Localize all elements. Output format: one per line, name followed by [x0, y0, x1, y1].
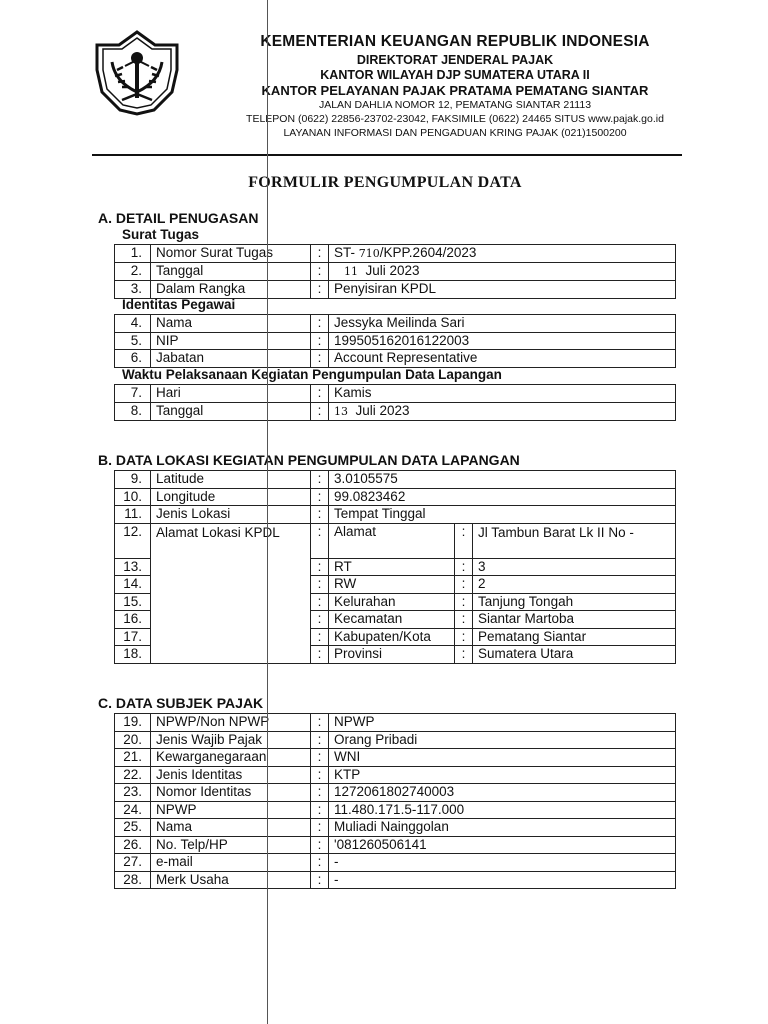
- row-number: 21.: [115, 749, 151, 767]
- header-address: JALAN DAHLIA NOMOR 12, PEMATANG SIANTAR 21113: [318, 99, 592, 111]
- address-field-label: Kecamatan: [329, 611, 455, 629]
- colon-separator: :: [311, 332, 329, 350]
- colon-separator: :: [311, 819, 329, 837]
- field-label: Kewarganegaraan: [151, 749, 311, 767]
- handwritten-day: 13: [334, 404, 348, 418]
- table-row: [115, 871, 676, 889]
- table-row: [115, 315, 676, 333]
- table-row: [115, 385, 676, 403]
- colon-separator: :: [311, 281, 329, 299]
- field-value: Penyisiran KPDL: [329, 281, 676, 299]
- value-suffix: Juli 2023: [365, 263, 420, 278]
- field-label: Merk Usaha: [151, 871, 311, 889]
- colon-separator: :: [455, 576, 473, 594]
- table-row: [115, 819, 676, 837]
- waktu-pelaksanaan-heading: Waktu Pelaksanaan Kegiatan Pengumpulan Data Lapangan: [122, 367, 502, 382]
- colon-separator: :: [311, 801, 329, 819]
- field-label: Tanggal: [151, 402, 311, 420]
- field-label: Jabatan: [151, 350, 311, 368]
- header-regional-office: KANTOR WILAYAH DJP SUMATERA UTARA II: [320, 68, 590, 82]
- colon-separator: :: [311, 263, 329, 281]
- row-number: 11.: [115, 506, 151, 524]
- colon-separator: :: [311, 871, 329, 889]
- table-row: [115, 714, 676, 732]
- colon-separator: :: [311, 628, 329, 646]
- table-row: [115, 523, 676, 558]
- row-number: 6.: [115, 350, 151, 368]
- header-hotline: LAYANAN INFORMASI DAN PENGADUAN KRING PAJAK (021)1500200: [283, 127, 627, 139]
- field-value: -: [329, 854, 676, 872]
- row-number: 24.: [115, 801, 151, 819]
- row-number: 8.: [115, 402, 151, 420]
- colon-separator: :: [311, 646, 329, 664]
- colon-separator: :: [311, 611, 329, 629]
- table-row: [115, 801, 676, 819]
- colon-separator: :: [311, 576, 329, 594]
- table-row: [115, 263, 676, 281]
- row-number: 25.: [115, 819, 151, 837]
- table-row: [115, 836, 676, 854]
- subjek-pajak-table: [114, 713, 676, 889]
- row-number: 13.: [115, 558, 151, 576]
- colon-separator: :: [311, 385, 329, 403]
- colon-separator: :: [311, 402, 329, 420]
- field-value: 11.480.171.5-117.000: [329, 801, 676, 819]
- row-number: 18.: [115, 646, 151, 664]
- table-row: [115, 350, 676, 368]
- row-number: 5.: [115, 332, 151, 350]
- table-row: [115, 281, 676, 299]
- table-row: [115, 784, 676, 802]
- surat-tugas-heading: Surat Tugas: [122, 227, 200, 242]
- address-field-value: 3: [473, 558, 676, 576]
- colon-separator: :: [311, 488, 329, 506]
- field-value: '081260506141: [329, 836, 676, 854]
- colon-separator: :: [311, 766, 329, 784]
- row-number: 3.: [115, 281, 151, 299]
- section-a-heading: A. DETAIL PENUGASAN: [98, 210, 259, 226]
- colon-separator: :: [311, 558, 329, 576]
- table-row: [115, 731, 676, 749]
- row-number: 1.: [115, 245, 151, 263]
- colon-separator: :: [311, 471, 329, 489]
- table-row: [115, 766, 676, 784]
- value-suffix: Juli 2023: [355, 402, 410, 418]
- section-c-heading: C. DATA SUBJEK PAJAK: [98, 695, 264, 711]
- field-value: 1272061802740003: [329, 784, 676, 802]
- field-label: Longitude: [151, 488, 311, 506]
- field-value: [329, 245, 676, 263]
- field-value: WNI: [329, 749, 676, 767]
- table-row: [115, 245, 676, 263]
- colon-separator: :: [311, 523, 329, 558]
- table-row: [115, 471, 676, 489]
- field-value: KTP: [329, 766, 676, 784]
- colon-separator: :: [311, 784, 329, 802]
- address-field-value: Tanjung Tongah: [473, 593, 676, 611]
- field-value: 199505162016122003: [329, 332, 676, 350]
- field-label: NPWP: [151, 801, 311, 819]
- colon-separator: :: [311, 245, 329, 263]
- row-number: 27.: [115, 854, 151, 872]
- table-row: [115, 332, 676, 350]
- row-number: 17.: [115, 628, 151, 646]
- field-label: Nama: [151, 819, 311, 837]
- colon-separator: :: [311, 593, 329, 611]
- row-number: 16.: [115, 611, 151, 629]
- table-row: [115, 749, 676, 767]
- colon-separator: :: [455, 558, 473, 576]
- address-field-label: Kabupaten/Kota: [329, 628, 455, 646]
- field-value: -: [329, 871, 676, 889]
- row-number: 28.: [115, 871, 151, 889]
- colon-separator: :: [311, 315, 329, 333]
- row-number: 26.: [115, 836, 151, 854]
- scan-fold-line: [267, 0, 268, 1024]
- header-divider: [92, 154, 682, 156]
- field-value: Tempat Tinggal: [329, 506, 676, 524]
- colon-separator: :: [455, 646, 473, 664]
- field-label: Nomor Surat Tugas: [151, 245, 311, 263]
- field-label: Jenis Wajib Pajak: [151, 731, 311, 749]
- row-number: 4.: [115, 315, 151, 333]
- header-ministry: KEMENTERIAN KEUANGAN REPUBLIK INDONESIA: [260, 33, 650, 50]
- table-row: [115, 488, 676, 506]
- colon-separator: :: [311, 836, 329, 854]
- field-value: 3.0105575: [329, 471, 676, 489]
- address-field-label: Kelurahan: [329, 593, 455, 611]
- field-label: NIP: [151, 332, 311, 350]
- field-value: [329, 263, 676, 281]
- field-value: Jessyka Meilinda Sari: [329, 315, 676, 333]
- field-label: Nama: [151, 315, 311, 333]
- address-field-value: Jl Tambun Barat Lk II No -: [473, 523, 676, 558]
- alamat-lokasi-label: Alamat Lokasi KPDL: [151, 523, 311, 663]
- row-number: 10.: [115, 488, 151, 506]
- section-b-heading: B. DATA LOKASI KEGIATAN PENGUMPULAN DATA LAPANGAN: [98, 452, 520, 468]
- colon-separator: :: [455, 593, 473, 611]
- field-label: No. Telp/HP: [151, 836, 311, 854]
- kemenkeu-logo-icon: [92, 30, 182, 116]
- colon-separator: :: [311, 506, 329, 524]
- colon-separator: :: [311, 731, 329, 749]
- row-number: 15.: [115, 593, 151, 611]
- field-label: Nomor Identitas: [151, 784, 311, 802]
- address-field-value: Pematang Siantar: [473, 628, 676, 646]
- field-value: NPWP: [329, 714, 676, 732]
- address-field-label: Alamat: [329, 523, 455, 558]
- address-field-label: RT: [329, 558, 455, 576]
- field-label: Jenis Lokasi: [151, 506, 311, 524]
- lokasi-table: [114, 470, 676, 664]
- address-field-value: Sumatera Utara: [473, 646, 676, 664]
- field-value: Muliadi Nainggolan: [329, 819, 676, 837]
- row-number: 23.: [115, 784, 151, 802]
- identitas-pegawai-heading: Identitas Pegawai: [122, 297, 236, 312]
- header-directorate: DIREKTORAT JENDERAL PAJAK: [356, 53, 554, 67]
- value-suffix: /KPP.2604/2023: [379, 245, 477, 260]
- identitas-pegawai-table: [114, 314, 676, 368]
- colon-separator: :: [311, 749, 329, 767]
- surat-tugas-table: [114, 244, 676, 299]
- header-tax-office: KANTOR PELAYANAN PAJAK PRATAMA PEMATANG SIANTAR: [261, 83, 649, 98]
- row-number: 7.: [115, 385, 151, 403]
- address-field-value: Siantar Martoba: [473, 611, 676, 629]
- colon-separator: :: [311, 714, 329, 732]
- row-number: 12.: [115, 523, 151, 558]
- row-number: 19.: [115, 714, 151, 732]
- form-title: FORMULIR PENGUMPULAN DATA: [248, 174, 522, 191]
- field-label: NPWP/Non NPWP: [151, 714, 311, 732]
- row-number: 9.: [115, 471, 151, 489]
- field-label: Dalam Rangka: [151, 281, 311, 299]
- value-prefix: ST-: [334, 245, 356, 260]
- header-contact: TELEPON (0622) 22856-23702-23042, FAKSIMILE (0622) 24465 SITUS www.pajak.go.id: [246, 113, 664, 125]
- table-row: [115, 402, 676, 420]
- address-field-label: Provinsi: [329, 646, 455, 664]
- row-number: 14.: [115, 576, 151, 594]
- field-label: Jenis Identitas: [151, 766, 311, 784]
- waktu-pelaksanaan-table: [114, 384, 676, 421]
- colon-separator: :: [311, 350, 329, 368]
- handwritten-number: 710: [358, 247, 380, 260]
- table-row: [115, 506, 676, 524]
- field-label: Latitude: [151, 471, 311, 489]
- field-label: Tanggal: [151, 263, 311, 281]
- handwritten-day: 11: [344, 265, 358, 278]
- row-number: 22.: [115, 766, 151, 784]
- colon-separator: :: [311, 854, 329, 872]
- address-field-label: RW: [329, 576, 455, 594]
- row-number: 2.: [115, 263, 151, 281]
- field-label: Hari: [151, 385, 311, 403]
- colon-separator: :: [455, 611, 473, 629]
- field-value: Orang Pribadi: [329, 731, 676, 749]
- field-value: Account Representative: [329, 350, 676, 368]
- field-value: [329, 402, 676, 420]
- field-value: 99.0823462: [329, 488, 676, 506]
- address-field-value: 2: [473, 576, 676, 594]
- field-value: Kamis: [329, 385, 676, 403]
- colon-separator: :: [455, 628, 473, 646]
- row-number: 20.: [115, 731, 151, 749]
- table-row: [115, 854, 676, 872]
- colon-separator: :: [455, 523, 473, 558]
- field-label: e-mail: [151, 854, 311, 872]
